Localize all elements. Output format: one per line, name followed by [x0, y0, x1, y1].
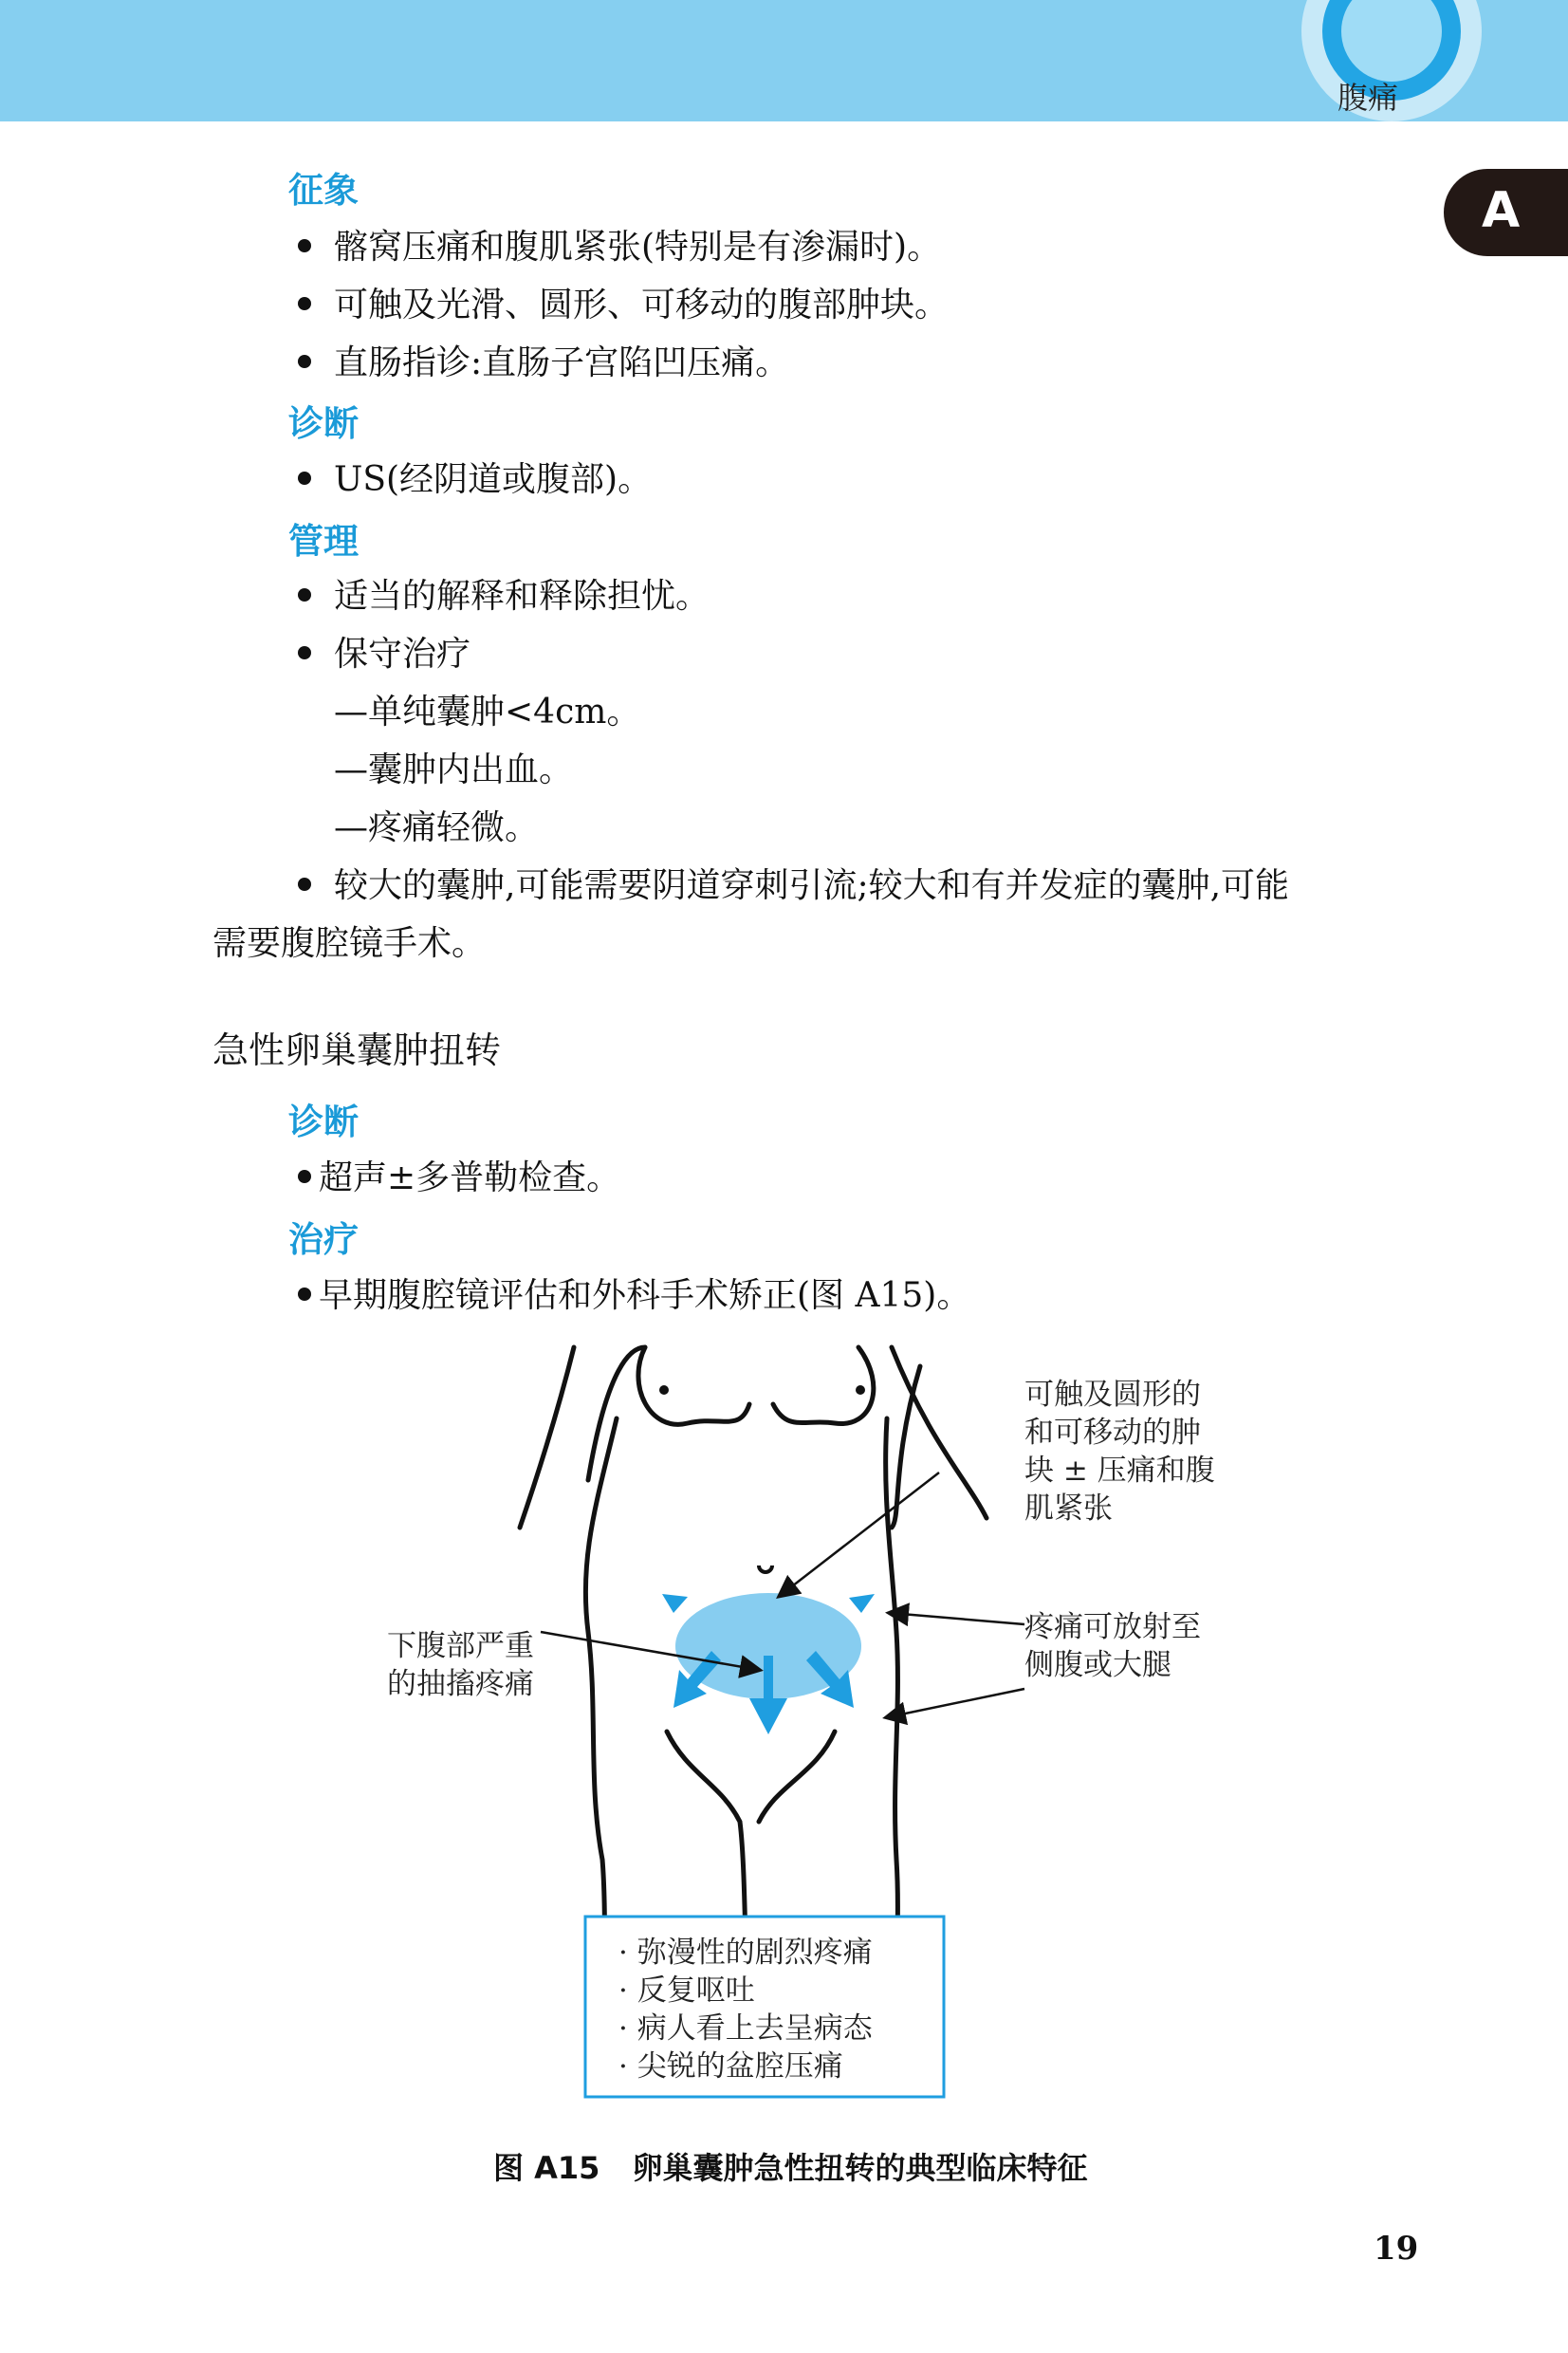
figure-caption-number: 图 A15 [493, 2150, 600, 2186]
list-item: 适当的解释和释除担忧。 [298, 569, 710, 618]
list-item: 保守治疗 [298, 627, 470, 676]
sub-item: —单纯囊肿<4cm。 [334, 693, 641, 732]
list-item: 早期腹腔镜评估和外科手术矫正(图 A15)。 [298, 1269, 970, 1317]
running-header-title: 腹痛 [1337, 80, 1399, 116]
sub-item: —囊肿内出血。 [334, 750, 574, 789]
figure-label-right-top: 和可移动的肿 [1024, 1416, 1201, 1450]
figure-label-right-bottom: 侧腹或大腿 [1024, 1648, 1171, 1682]
figure-a15 [360, 1328, 1271, 2220]
figure-label-right-bottom: 疼痛可放射至 [1024, 1610, 1201, 1644]
figure-label-left: 下腹部严重 [387, 1629, 534, 1663]
section-title: 急性卵巢囊肿扭转 [212, 1029, 502, 1071]
features-box-item: · 病人看上去呈病态 [618, 2011, 873, 2046]
chapter-tab-letter: A [1482, 182, 1521, 239]
figure-label-right-top: 块 ± 压痛和腹 [1024, 1454, 1215, 1488]
features-box-item: · 尖锐的盆腔压痛 [618, 2049, 843, 2084]
features-box-item: · 反复呕吐 [618, 1973, 755, 2008]
figure-label-right-top: 可触及圆形的 [1024, 1378, 1201, 1412]
right-nipple [856, 1385, 865, 1395]
list-item: 髂窝压痛和腹肌紧张(特别是有渗漏时)。 [298, 220, 941, 269]
signs-heading: 征象 [288, 170, 359, 211]
management-heading: 管理 [288, 521, 359, 562]
chapter-tab [1444, 169, 1568, 256]
diagnosis-heading: 诊断 [288, 403, 359, 444]
list-item: 超声±多普勒检查。 [298, 1151, 620, 1199]
figure-label-left: 的抽搐疼痛 [387, 1667, 534, 1701]
navel [759, 1566, 772, 1572]
figure-caption [493, 2144, 1119, 2188]
list-item: 直肠指诊:直肠子宫陷凹压痛。 [298, 336, 789, 384]
list-item: 可触及光滑、圆形、可移动的腹部肿块。 [298, 278, 949, 326]
sub-item: —疼痛轻微。 [334, 808, 540, 847]
figure-label-right-top: 肌紧张 [1024, 1491, 1113, 1526]
list-item: 较大的囊肿,可能需要阴道穿刺引流;较大和有并发症的囊肿,可能 [298, 859, 1289, 907]
paragraph-continuation: 需要腹腔镜手术。 [212, 924, 487, 963]
torso-illustration [360, 1328, 1271, 2144]
figure-caption-text: 卵巢囊肿急性扭转的典型临床特征 [632, 2150, 1088, 2186]
page-number: 19 [1374, 2230, 1419, 2268]
left-nipple [659, 1385, 669, 1395]
torsion-diagnosis-heading: 诊断 [288, 1102, 359, 1142]
list-item: US(经阴道或腹部)。 [298, 453, 652, 501]
torsion-treatment-heading: 治疗 [288, 1219, 359, 1260]
features-box-item: · 弥漫性的剧烈疼痛 [618, 1936, 873, 1970]
